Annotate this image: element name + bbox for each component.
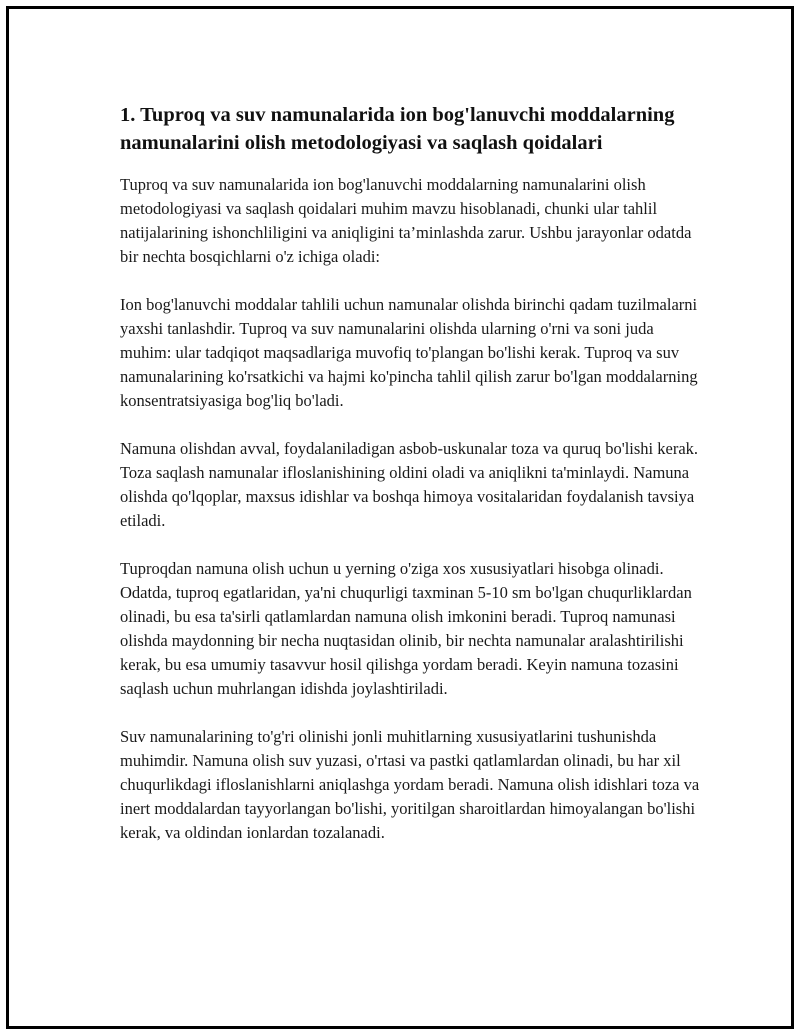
paragraph-water-sampling: Suv namunalarining to'g'ri olinishi jonli muhitlarning xususiyatlarini tushunishda muhimdir. Namuna olish suv yuzasi, o'rtasi va pastki qatlamlardan olinadi, bu har xil chuqurlikdagi ifloslanishlarni aniqlashga yordam beradi. Namuna olish idishlari toza va inert moddalardan tayyorlangan bo'lishi, yoritilgan sharoitlardan himoyalangan bo'lishi kerak, va oldindan ionlardan tozalanadi. [120, 727, 700, 842]
paragraph-equipment: Namuna olishdan avval, foydalaniladigan asbob-uskunalar toza va quruq bo'lishi kerak. Toza saqlash namunalar ifloslanishining oldini oladi va aniqlikni ta'minlaydi. Namuna olishda qo'lqoplar, maxsus idishlar va boshqa himoya vositalaridan foydalanish tavsiya etiladi. [120, 439, 699, 530]
paragraph-sampling-structure: Ion bog'lanuvchi moddalar tahlili uchun namunalar olishda birinchi qadam tuzilmalarni yaxshi tanlashdir. Tuproq va suv namunalarini olishda ularning o'rni va soni juda muhim: ular tadqiqot maqsadlariga muvofiq to'plangan bo'lishi kerak. Tuproq va suv namunalarining ko'rsatkichi va hajmi ko'pincha tahlil qilish zarur bo'lgan moddalarning konsentratsiyasiga bog'liq bo'ladi. [120, 295, 698, 410]
section-heading: 1. Tuproq va suv namunalarida ion bog'lanuvchi moddalarning namunalarini olish metodologiyasi va saqlash qoidalari [120, 104, 675, 154]
document-body [120, 101, 705, 845]
paragraph-soil-sampling: Tuproqdan namuna olish uchun u yerning o'ziga xos xususiyatlari hisobga olinadi. Odatda, tuproq egatlaridan, ya'ni chuqurligi taxminan 5-10 sm bo'lgan chuqurliklardan olinadi, bu esa ta'sirli qatlamlardan namuna olish imkonini beradi. Tuproq namunasi olishda maydonning bir necha nuqtasidan olinib, bir nechta namunalar aralashtirilishi kerak, bu esa umumiy tasavvur hosil qilishga yordam beradi. Keyin namuna tozasini saqlash uchun muhrlangan idishda joylashtiriladi. [120, 559, 692, 698]
page-border [6, 6, 794, 1029]
paragraph-intro: Tuproq va suv namunalarida ion bog'lanuvchi moddalarning namunalarini olish metodologiyasi va saqlash qoidalari muhim mavzu hisoblanadi, chunki ular tahlil natijalarining ishonchliligini va aniqligini ta’minlashda zarur. Ushbu jarayonlar odatda bir nechta bosqichlarni o'z ichiga oladi: [120, 175, 692, 266]
